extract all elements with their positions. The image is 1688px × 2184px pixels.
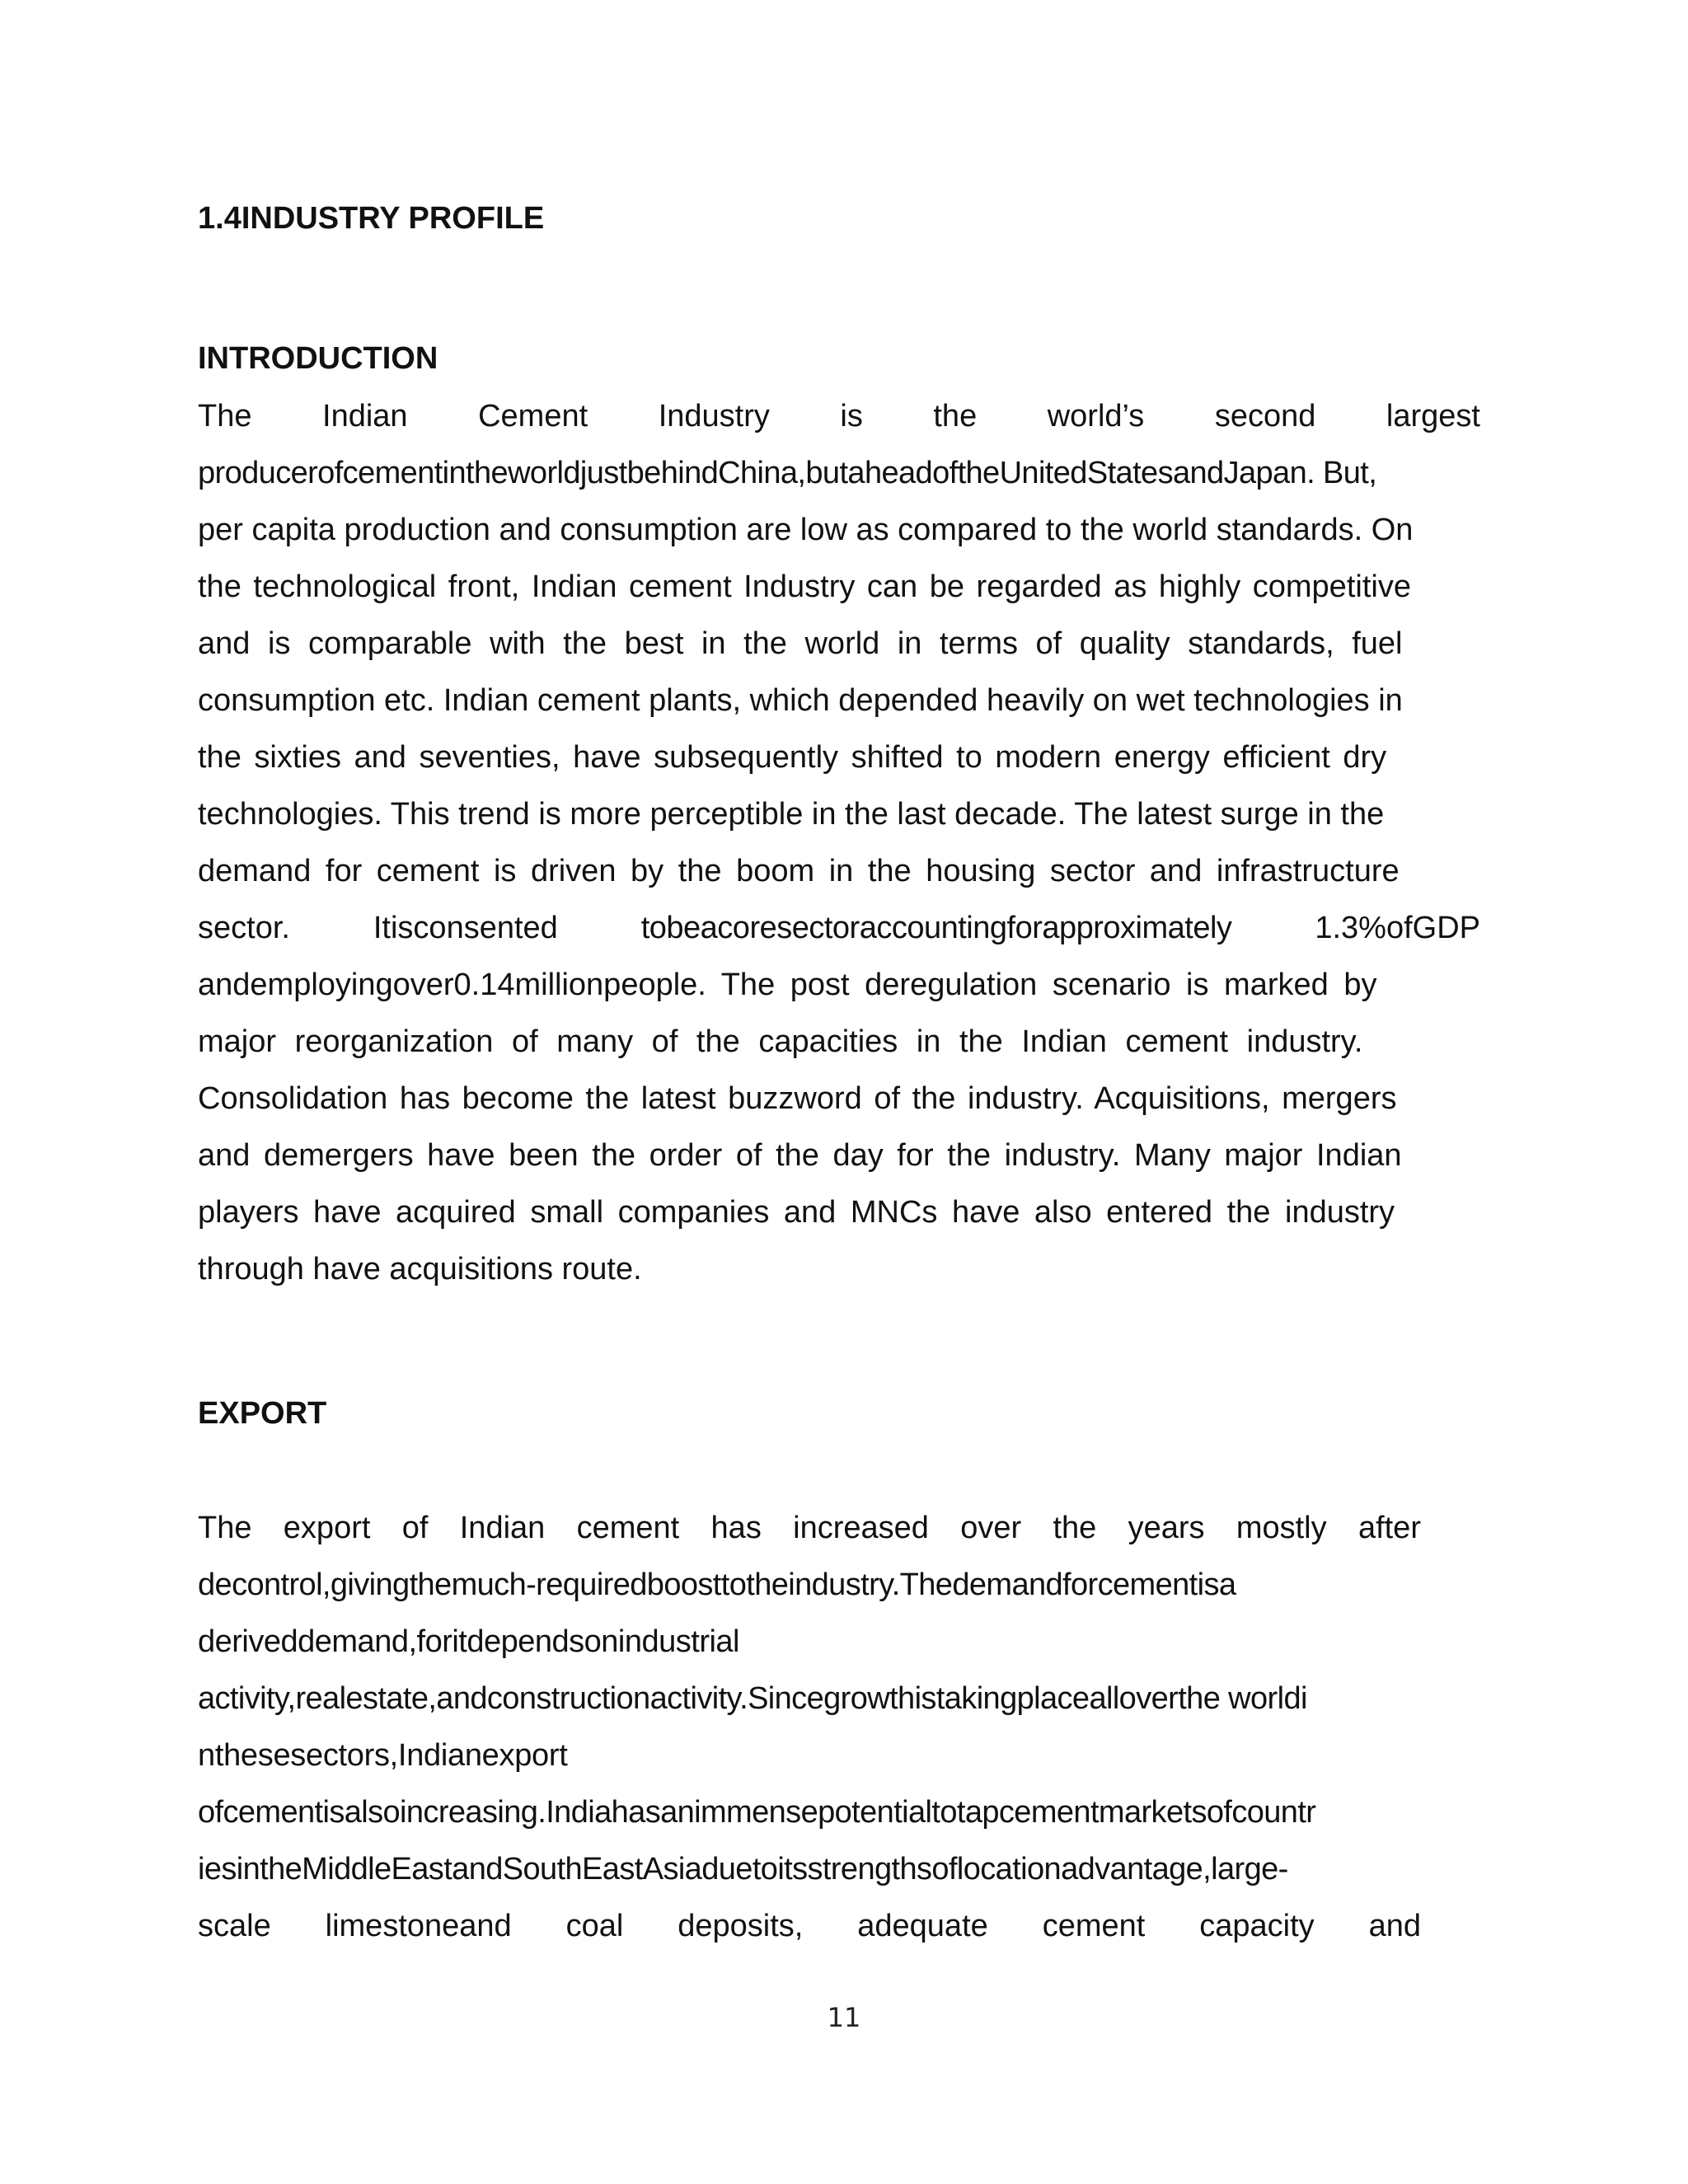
word: second bbox=[1214, 399, 1316, 434]
word: over bbox=[960, 1511, 1022, 1545]
word: capacity bbox=[1199, 1909, 1315, 1943]
word: cement bbox=[576, 1511, 680, 1545]
word: largest bbox=[1386, 399, 1480, 434]
word: The bbox=[198, 399, 252, 434]
paragraph-line: deriveddemand,foritdependsonindustrial bbox=[198, 1624, 740, 1659]
paragraph-line bbox=[198, 1512, 1421, 1544]
paragraph-line: and is comparable with the best in the world in terms of quality standards, fuel bbox=[198, 626, 1403, 661]
page-number: 11 bbox=[827, 2002, 861, 2033]
word: after bbox=[1357, 1511, 1421, 1545]
word: Industry bbox=[658, 399, 770, 434]
word: Indian bbox=[322, 399, 408, 434]
export-heading: EXPORT bbox=[198, 1396, 327, 1431]
paragraph-line: technologies. This trend is more perceptible in the last decade. The latest surge in the bbox=[198, 797, 1385, 832]
word: the bbox=[933, 399, 978, 434]
introduction-heading: INTRODUCTION bbox=[198, 341, 438, 376]
word: Cement bbox=[478, 399, 588, 434]
paragraph-line: consumption etc. Indian cement plants, which depended heavily on wet technologies in bbox=[198, 683, 1403, 718]
page-heading: 1.4INDUSTRY PROFILE bbox=[198, 201, 545, 236]
word: the bbox=[1053, 1511, 1097, 1545]
word: The bbox=[198, 1511, 252, 1545]
word: years bbox=[1128, 1511, 1205, 1545]
paragraph-line bbox=[198, 1910, 1421, 1942]
word: is bbox=[840, 399, 863, 434]
word: increased bbox=[793, 1511, 929, 1545]
word: coal bbox=[565, 1909, 624, 1943]
word: mostly bbox=[1236, 1511, 1327, 1545]
paragraph-line: per capita production and consumption are low as compared to the world standards. On bbox=[198, 513, 1414, 547]
paragraph-line: and demergers have been the order of the day for the industry. Many major Indian bbox=[198, 1138, 1402, 1173]
paragraph-line: producerofcementintheworldjustbehindChina,butaheadoftheUnitedStatesandJapan. But, bbox=[198, 456, 1377, 490]
word: world’s bbox=[1047, 399, 1145, 434]
paragraph-line: activity,realestate,andconstructionactivity.Sincegrowthistakingplacealloverthe worldi bbox=[198, 1681, 1307, 1716]
paragraph-line: the technological front, Indian cement Industry can be regarded as highly competitive bbox=[198, 569, 1411, 604]
paragraph-line: the sixties and seventies, have subsequently shifted to modern energy efficient dry bbox=[198, 740, 1387, 775]
word: 1.3%ofGDP bbox=[1315, 911, 1480, 945]
paragraph-line bbox=[198, 912, 1480, 944]
paragraph-line: demand for cement is driven by the boom in the housing sector and infrastructure bbox=[198, 854, 1400, 888]
paragraph-line: major reorganization of many of the capacities in the Indian cement industry. bbox=[198, 1024, 1363, 1059]
word: and bbox=[1368, 1909, 1421, 1943]
word: Indian bbox=[459, 1511, 546, 1545]
word: scale bbox=[198, 1909, 271, 1943]
word: deposits, bbox=[678, 1909, 804, 1943]
word: tobeacoresectoraccountingforapproximately bbox=[640, 911, 1232, 945]
paragraph-line: iesintheMiddleEastandSouthEastAsiaduetoitsstrengthsoflocationadvantage,large- bbox=[198, 1852, 1288, 1886]
word: Itisconsented bbox=[373, 911, 558, 945]
word: has bbox=[710, 1511, 762, 1545]
paragraph-line: nthesesectors,Indianexport bbox=[198, 1738, 568, 1773]
word: export bbox=[283, 1511, 371, 1545]
paragraph-line: Consolidation has become the latest buzzword of the industry. Acquisitions, mergers bbox=[198, 1081, 1397, 1116]
word: cement bbox=[1042, 1909, 1146, 1943]
paragraph-line: decontrol,givingthemuch-requiredboosttotheindustry.Thedemandforcementisa bbox=[198, 1568, 1236, 1602]
paragraph-line: through have acquisitions route. bbox=[198, 1252, 642, 1286]
paragraph-line: players have acquired small companies and MNCs have also entered the industry bbox=[198, 1195, 1395, 1230]
word: limestoneand bbox=[325, 1909, 512, 1943]
word: of bbox=[401, 1511, 429, 1545]
word: adequate bbox=[857, 1909, 988, 1943]
paragraph-line bbox=[198, 401, 1480, 432]
word: sector. bbox=[198, 911, 290, 945]
paragraph-line: ofcementisalsoincreasing.Indiahasanimmensepotentialtotapcementmarketsofcountr bbox=[198, 1795, 1316, 1830]
paragraph-line: andemployingover0.14millionpeople. The post deregulation scenario is marked by bbox=[198, 968, 1377, 1002]
